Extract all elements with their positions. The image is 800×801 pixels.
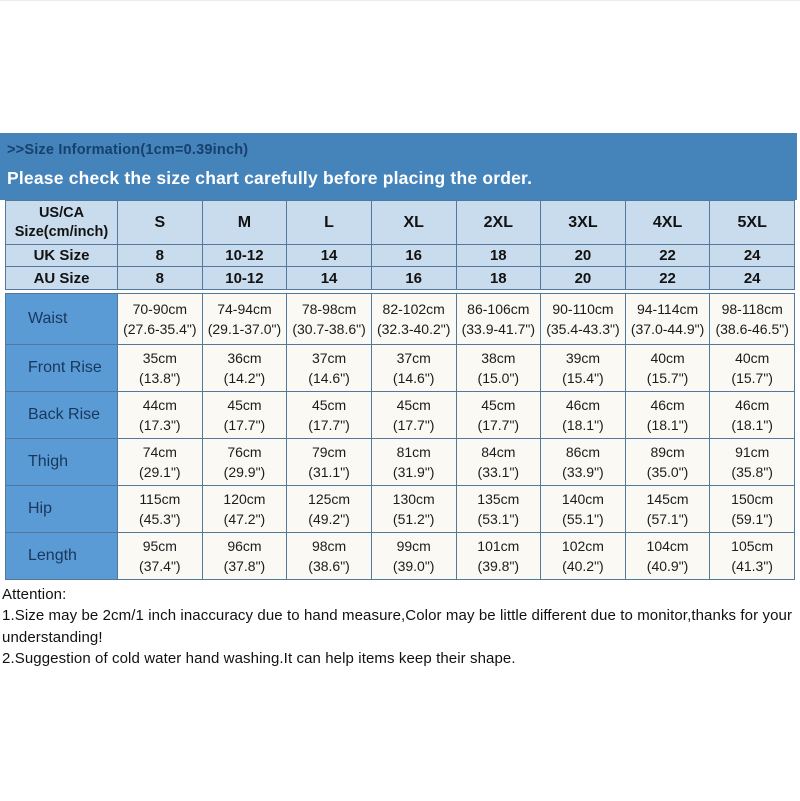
value-inch: (55.1") xyxy=(562,511,604,527)
au-size-value: 20 xyxy=(541,267,626,290)
measure-value xyxy=(202,392,287,439)
value-cm: 95cm xyxy=(142,537,177,554)
value-cm: 125cm xyxy=(308,490,351,507)
measure-value xyxy=(371,392,456,439)
value-cm: 86cm xyxy=(565,443,601,460)
value-cm: 39cm xyxy=(565,349,601,366)
value-inch: (18.1") xyxy=(646,417,689,433)
au-size-value: 8 xyxy=(118,267,203,290)
value-inch: (53.1") xyxy=(477,511,520,527)
value-inch: (18.1") xyxy=(562,417,604,433)
attention-line-2: 2.Suggestion of cold water hand washing.It can help items keep their shape. xyxy=(2,649,516,667)
measure-value xyxy=(287,345,372,392)
value-cm: 94-114cm xyxy=(636,300,699,317)
au-size-label: AU Size xyxy=(6,267,118,290)
value-inch: (33.9-41.7") xyxy=(461,321,536,337)
measure-value xyxy=(710,392,795,439)
value-cm: 70-90cm xyxy=(132,300,188,317)
au-size-value: 14 xyxy=(287,267,372,290)
uk-size-value: 24 xyxy=(710,245,795,267)
value-inch: (14.6") xyxy=(392,370,435,386)
value-cm: 35cm xyxy=(142,349,177,366)
measure-value xyxy=(371,345,456,392)
value-inch: (35.0") xyxy=(646,464,689,480)
value-inch: (51.2") xyxy=(392,511,435,527)
value-inch: (15.4") xyxy=(562,370,604,386)
value-cm: 40cm xyxy=(650,349,685,366)
value-inch: (33.9") xyxy=(562,464,604,480)
value-inch: (57.1") xyxy=(646,511,689,527)
measure-value xyxy=(287,533,372,580)
attention-note xyxy=(2,584,797,669)
value-cm: 45cm xyxy=(227,396,262,413)
value-inch: (29.1") xyxy=(139,464,181,480)
value-cm: 86-106cm xyxy=(467,300,530,317)
corner-line1: US/CA xyxy=(38,204,85,221)
value-inch: (38.6") xyxy=(308,558,350,574)
uk-size-value: 16 xyxy=(371,245,456,267)
value-cm: 90-110cm xyxy=(552,300,614,317)
value-cm: 135cm xyxy=(477,490,520,507)
value-inch: (59.1") xyxy=(731,511,773,527)
size-header-cell: XL xyxy=(371,201,456,245)
measure-value xyxy=(456,486,541,533)
row-label-length: Length xyxy=(6,533,118,580)
measure-value xyxy=(118,486,203,533)
measure-value xyxy=(541,533,626,580)
row-label-hip: Hip xyxy=(6,486,118,533)
value-cm: 45cm xyxy=(481,396,516,413)
value-inch: (35.8") xyxy=(731,464,773,480)
value-inch: (14.6") xyxy=(308,370,350,386)
value-cm: 45cm xyxy=(311,396,347,413)
value-cm: 101cm xyxy=(477,537,520,554)
measure-value xyxy=(118,439,203,486)
value-inch: (15.7") xyxy=(646,370,689,386)
measure-value xyxy=(371,294,456,345)
attention-line-1: 1.Size may be 2cm/1 inch inaccuracy due to hand measure,Color may be little different due to monitor,thanks for your understanding! xyxy=(2,607,793,646)
size-header-row xyxy=(6,201,795,245)
measure-value xyxy=(541,486,626,533)
value-inch: (29.1-37.0") xyxy=(207,321,282,337)
measure-value xyxy=(287,294,372,345)
measure-value xyxy=(625,294,710,345)
value-cm: 130cm xyxy=(392,490,435,507)
value-cm: 102cm xyxy=(561,537,604,554)
measure-value xyxy=(710,486,795,533)
measure-value xyxy=(456,392,541,439)
measure-value xyxy=(541,294,626,345)
value-cm: 84cm xyxy=(481,443,516,460)
value-inch: (30.7-38.6") xyxy=(292,321,366,337)
value-inch: (37.0-44.9") xyxy=(630,321,705,337)
measure-value xyxy=(287,392,372,439)
measure-value xyxy=(541,345,626,392)
measure-row-hip xyxy=(6,486,795,533)
measure-value xyxy=(710,439,795,486)
measure-value xyxy=(541,439,626,486)
value-inch: (13.8") xyxy=(139,370,181,386)
value-cm: 37cm xyxy=(396,349,431,366)
value-cm: 79cm xyxy=(311,443,347,460)
measure-value xyxy=(202,345,287,392)
row-label-back-rise: Back Rise xyxy=(6,392,118,439)
measure-row-front-rise xyxy=(6,345,795,392)
au-size-value: 10-12 xyxy=(202,267,287,290)
measure-row-thigh xyxy=(6,439,795,486)
uk-size-value: 22 xyxy=(625,245,710,267)
value-cm: 76cm xyxy=(227,443,262,460)
au-size-value: 18 xyxy=(456,267,541,290)
value-inch: (17.7") xyxy=(392,417,435,433)
measure-value xyxy=(371,533,456,580)
measure-value xyxy=(625,486,710,533)
value-cm: 120cm xyxy=(223,490,266,507)
measure-value xyxy=(118,294,203,345)
measure-value xyxy=(287,439,372,486)
measure-value xyxy=(118,345,203,392)
measure-value xyxy=(456,294,541,345)
value-cm: 98cm xyxy=(311,537,347,554)
value-inch: (40.9") xyxy=(646,558,689,574)
row-label-front-rise: Front Rise xyxy=(6,345,118,392)
size-header-cell: 5XL xyxy=(710,201,795,245)
value-cm: 46cm xyxy=(565,396,601,413)
value-inch: (15.0") xyxy=(477,370,520,386)
value-cm: 36cm xyxy=(227,349,262,366)
value-inch: (31.1") xyxy=(308,464,350,480)
value-cm: 45cm xyxy=(396,396,431,413)
measure-value xyxy=(541,392,626,439)
value-inch: (33.1") xyxy=(477,464,520,480)
uk-size-label: UK Size xyxy=(6,245,118,267)
size-conversion-table xyxy=(5,200,795,290)
attention-title: Attention: xyxy=(2,586,67,603)
value-inch: (31.9") xyxy=(392,464,435,480)
uk-size-value: 18 xyxy=(456,245,541,267)
value-inch: (38.6-46.5") xyxy=(715,321,789,337)
measure-value xyxy=(202,533,287,580)
measure-value xyxy=(625,345,710,392)
value-cm: 44cm xyxy=(142,396,177,413)
value-inch: (18.1") xyxy=(731,417,773,433)
corner-line2: Size(cm/inch) xyxy=(14,223,109,240)
value-cm: 98-118cm xyxy=(721,300,783,317)
value-inch: (17.3") xyxy=(139,417,181,433)
size-info-title: >>Size Information(1cm=0.39inch) xyxy=(7,142,249,158)
uk-size-value: 20 xyxy=(541,245,626,267)
value-inch: (14.2") xyxy=(223,370,266,386)
value-inch: (35.4-43.3") xyxy=(546,321,620,337)
uk-size-row xyxy=(6,245,795,267)
value-inch: (49.2") xyxy=(308,511,350,527)
measure-value xyxy=(456,533,541,580)
value-inch: (45.3") xyxy=(139,511,181,527)
value-inch: (32.3-40.2") xyxy=(376,321,451,337)
size-header-cell: L xyxy=(287,201,372,245)
size-header-cell: S xyxy=(118,201,203,245)
value-cm: 89cm xyxy=(650,443,685,460)
value-inch: (17.7") xyxy=(223,417,266,433)
value-cm: 115cm xyxy=(139,490,181,507)
au-size-value: 22 xyxy=(625,267,710,290)
measure-value xyxy=(118,533,203,580)
value-cm: 91cm xyxy=(735,443,770,460)
uk-size-value: 8 xyxy=(118,245,203,267)
value-inch: (37.8") xyxy=(223,558,266,574)
size-header-cell: 2XL xyxy=(456,201,541,245)
value-inch: (39.0") xyxy=(392,558,435,574)
measure-value xyxy=(371,486,456,533)
uk-size-value: 10-12 xyxy=(202,245,287,267)
measure-value xyxy=(710,294,795,345)
size-header-cell: M xyxy=(202,201,287,245)
uk-size-value: 14 xyxy=(287,245,372,267)
value-cm: 82-102cm xyxy=(382,300,445,317)
row-label-waist: Waist xyxy=(6,294,118,345)
measure-value xyxy=(118,392,203,439)
value-inch: (15.7") xyxy=(731,370,773,386)
measure-value xyxy=(625,392,710,439)
value-cm: 46cm xyxy=(735,396,770,413)
value-cm: 104cm xyxy=(646,537,689,554)
value-cm: 140cm xyxy=(561,490,604,507)
au-size-value: 16 xyxy=(371,267,456,290)
value-cm: 40cm xyxy=(735,349,770,366)
measure-value xyxy=(710,345,795,392)
value-cm: 145cm xyxy=(646,490,689,507)
measure-row-back-rise xyxy=(6,392,795,439)
size-header-cell: 3XL xyxy=(541,201,626,245)
au-size-value: 24 xyxy=(710,267,795,290)
value-cm: 74cm xyxy=(142,443,177,460)
measure-value xyxy=(202,294,287,345)
au-size-row xyxy=(6,267,795,290)
measure-row-length xyxy=(6,533,795,580)
value-inch: (39.8") xyxy=(477,558,520,574)
size-header-cell: 4XL xyxy=(625,201,710,245)
measure-value xyxy=(371,439,456,486)
header-bar xyxy=(0,133,797,200)
measure-value xyxy=(456,345,541,392)
measure-value xyxy=(710,533,795,580)
value-cm: 37cm xyxy=(311,349,347,366)
value-inch: (47.2") xyxy=(223,511,266,527)
measure-row-waist xyxy=(6,294,795,345)
row-label-thigh: Thigh xyxy=(6,439,118,486)
value-cm: 46cm xyxy=(650,396,685,413)
value-cm: 78-98cm xyxy=(301,300,357,317)
measure-value xyxy=(456,439,541,486)
value-cm: 96cm xyxy=(227,537,262,554)
measure-value xyxy=(202,439,287,486)
value-inch: (29.9") xyxy=(223,464,266,480)
value-cm: 81cm xyxy=(396,443,431,460)
value-cm: 38cm xyxy=(481,349,516,366)
value-cm: 99cm xyxy=(396,537,431,554)
measurements-table xyxy=(5,293,795,580)
corner-header-cell xyxy=(6,201,118,245)
value-inch: (37.4") xyxy=(139,558,181,574)
value-inch: (17.7") xyxy=(477,417,520,433)
value-inch: (27.6-35.4") xyxy=(123,321,197,337)
value-inch: (17.7") xyxy=(308,417,350,433)
measure-value xyxy=(202,486,287,533)
value-inch: (41.3") xyxy=(731,558,773,574)
order-notice: Please check the size chart carefully before placing the order. xyxy=(7,168,533,188)
value-inch: (40.2") xyxy=(562,558,604,574)
value-cm: 150cm xyxy=(731,490,774,507)
measure-value xyxy=(625,439,710,486)
measure-value xyxy=(287,486,372,533)
value-cm: 105cm xyxy=(731,537,774,554)
value-cm: 74-94cm xyxy=(217,300,272,317)
measure-value xyxy=(625,533,710,580)
